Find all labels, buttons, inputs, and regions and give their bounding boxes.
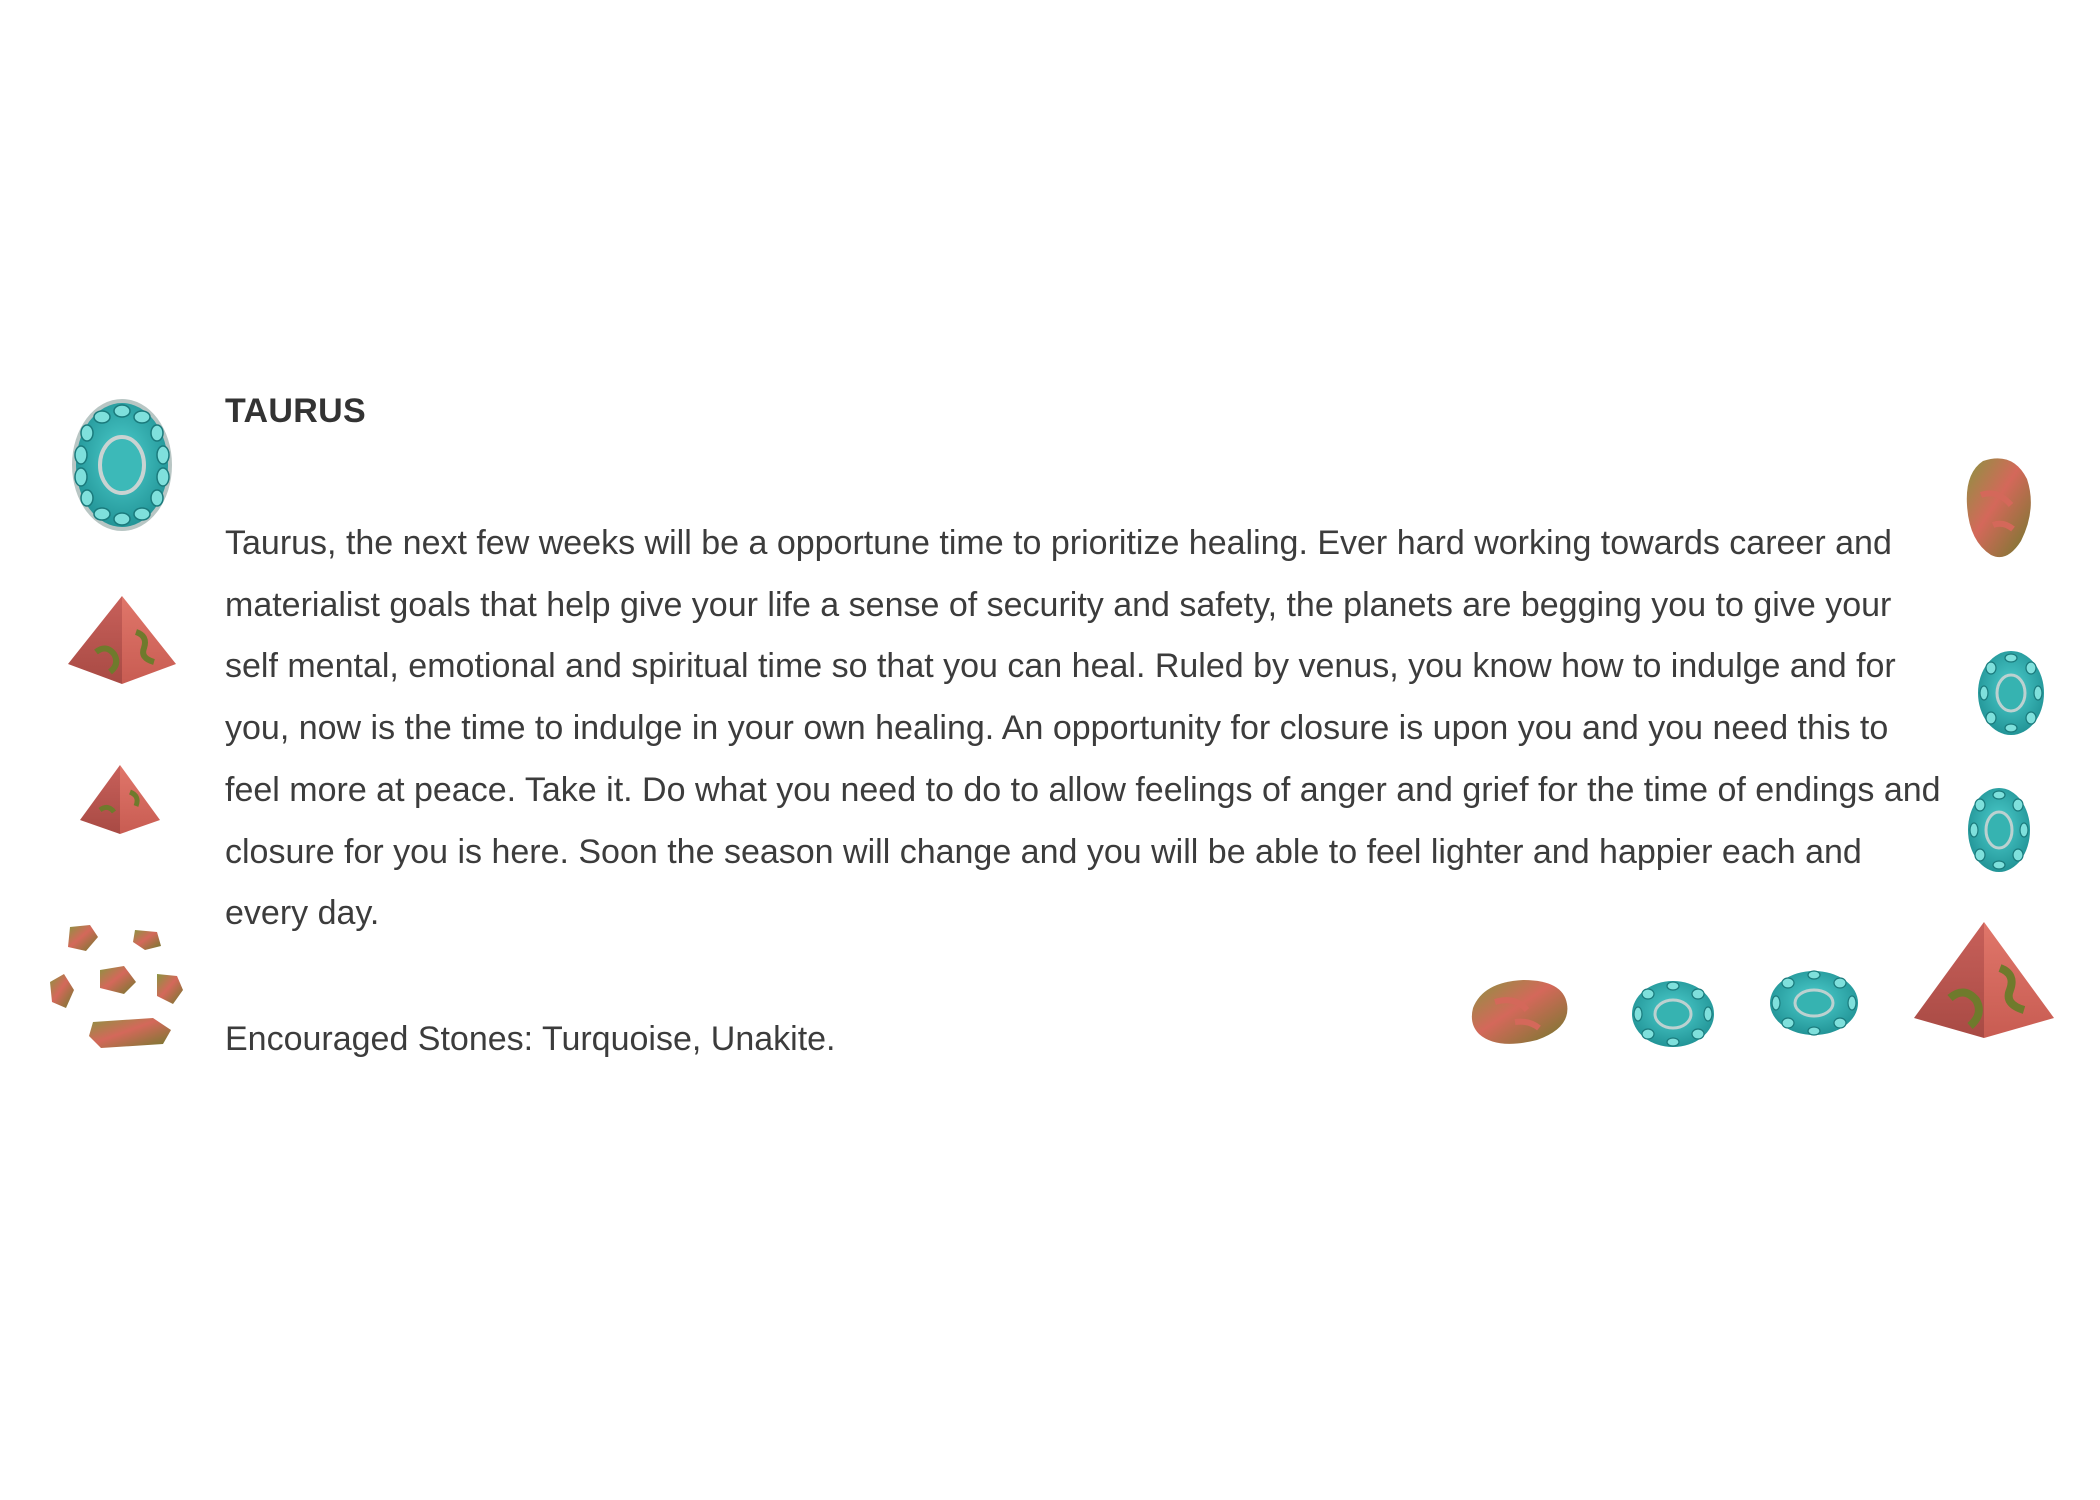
unakite-pyramid-icon	[66, 592, 178, 687]
turquoise-cluster-ring-icon	[68, 395, 176, 535]
unakite-pyramid-icon	[78, 762, 163, 837]
sign-title: TAURUS	[225, 392, 366, 430]
unakite-tumbled-stone-icon	[1963, 455, 2035, 560]
turquoise-cluster-icon	[1965, 785, 2033, 875]
unakite-tumbled-stones-icon	[45, 922, 195, 1057]
encouraged-stones: Encouraged Stones: Turquoise, Unakite.	[225, 1019, 836, 1058]
horoscope-article	[225, 385, 1945, 1071]
horoscope-reading: Taurus, the next few weeks will be a opportune time to prioritize healing. Ever hard working towards career and materialist goals that help give your life a sense of security and safety, the planets are begging you to give your self mental, emotional and spiritual time so that you can heal. Ruled by venus, you know how to indulge and for you, now is the time to indulge in your own healing. An opportunity for closure is upon you and you need this to feel more at peace. Take it. Do what you need to do to allow feelings of anger and grief for the time of endings and closure for you is here. Soon the season will change and you will be able to feel lighter and happier each and every day.	[225, 524, 1941, 933]
turquoise-cluster-icon	[1975, 648, 2047, 738]
